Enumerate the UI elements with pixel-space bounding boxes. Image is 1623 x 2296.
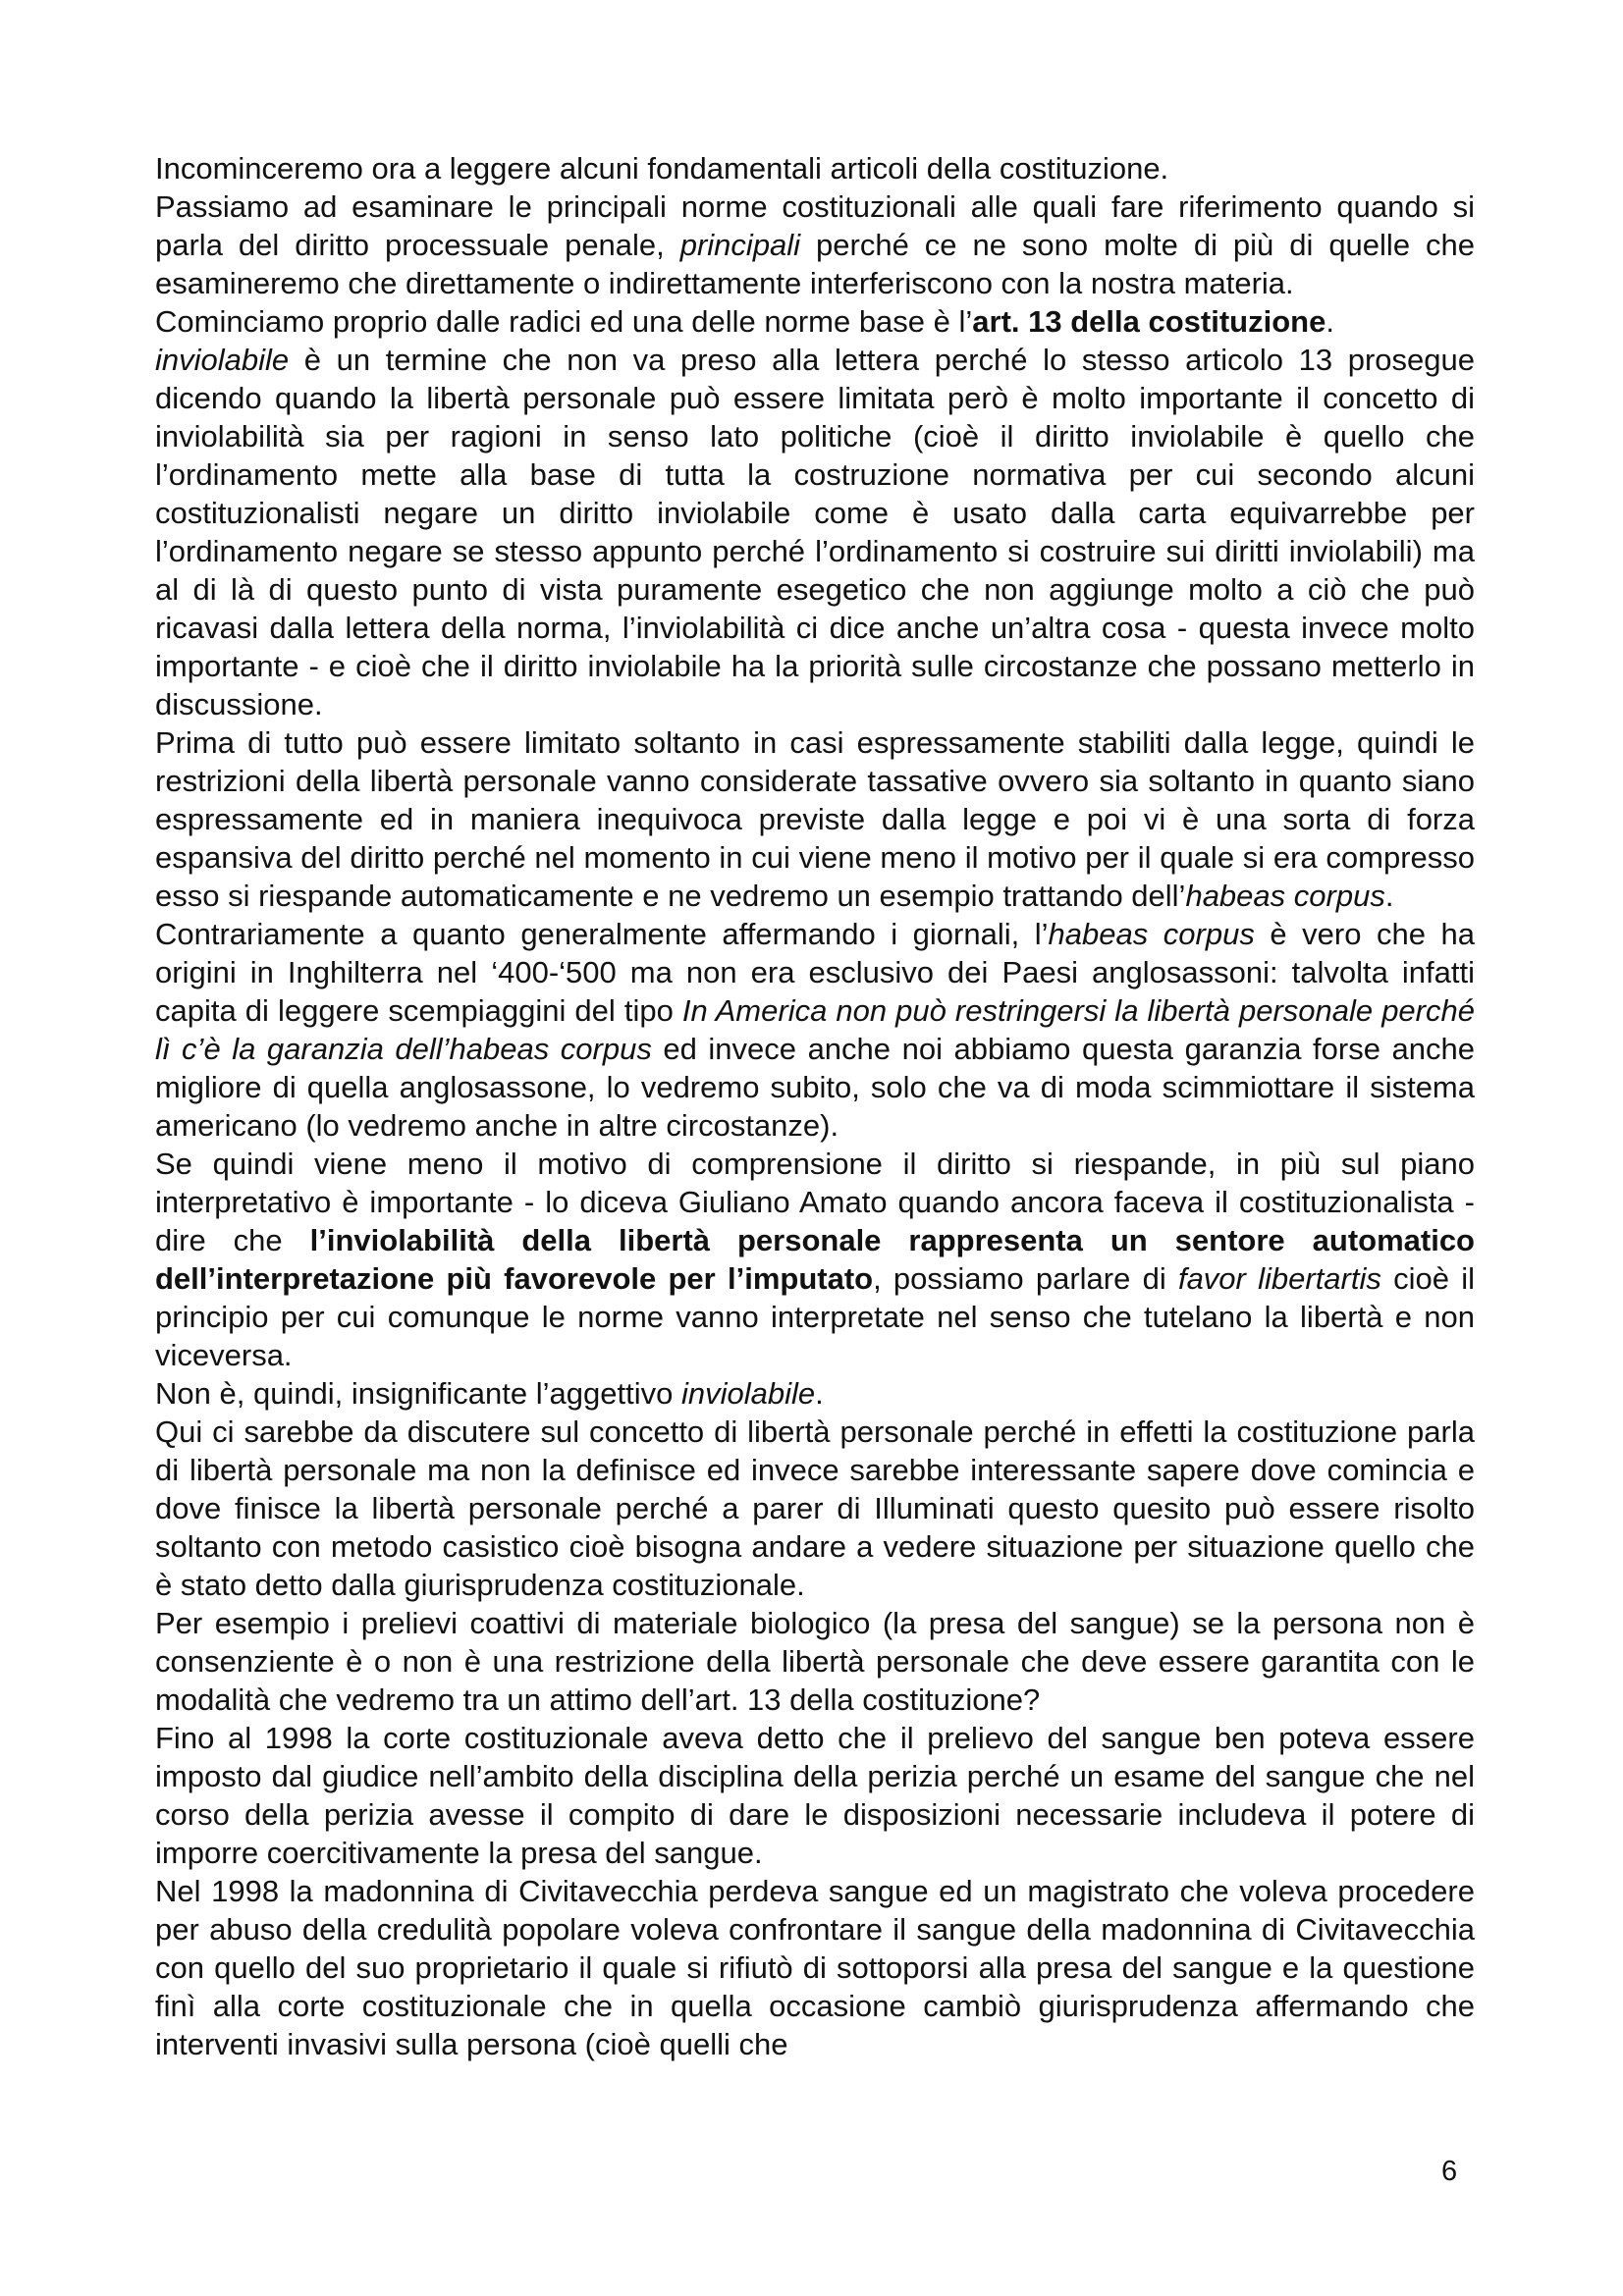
- text-run: Se quindi viene meno il motivo di comprensione il diritto si riespande, in più sul piano interpretativo è importante - lo diceva Giuliano Amato quando ancora faceva il costituzionalista - dire che: [155, 1147, 1475, 1257]
- paragraph: [155, 915, 1475, 1145]
- text-run: ed invece anche noi abbiamo questa garanzia forse anche migliore di quella anglosassone, lo vedremo subito, solo che va di moda scimmiottare il sistema americano (lo vedremo anche in altre circostanze).: [155, 1032, 1475, 1143]
- text-run: perché ce ne sono molte di più di quelle che esamineremo che direttamente o indirettamente interferiscono con la nostra materia.: [155, 228, 1475, 300]
- text-run: Qui ci sarebbe da discutere sul concetto di libertà personale perché in effetti la costituzione parla di libertà personale ma non la definisce ed invece sarebbe interessante sapere dove comincia e dove finisce la libertà personale perché a parer di Illuminati questo quesito può essere risolto soltanto con metodo casistico cioè bisogna andare a vedere situazione per situazione quello che è stato detto dalla giurisprudenza costituzionale.: [155, 1415, 1475, 1602]
- text-run: .: [1325, 304, 1334, 339]
- paragraph: [155, 1374, 1475, 1413]
- bold-text: l’inviolabilità della libertà personale rappresenta un sentore automatico dell’interpretazione più favorevole per l’imputato: [155, 1223, 1475, 1296]
- paragraph: [155, 1413, 1475, 1604]
- text-run: Passiamo ad esaminare le principali norme costituzionali alle quali fare riferimento quando si parla del diritto processuale penale,: [155, 189, 1475, 262]
- text-run: Contrariamente a quanto generalmente affermando i giornali, l’: [155, 917, 1049, 951]
- italic-text: favor libertartis: [1177, 1261, 1381, 1296]
- italic-text: inviolabile: [155, 343, 290, 377]
- paragraph: [155, 723, 1475, 915]
- text-run: è vero che ha origini in Inghilterra nel ‘400-‘500 ma non era esclusivo dei Paesi anglosassoni: talvolta infatti capita di leggere scempiaggini del tipo: [155, 917, 1475, 1028]
- paragraph: [155, 187, 1475, 302]
- text-run: Non è, quindi, insignificante l’aggettivo: [155, 1376, 681, 1411]
- text-run: Prima di tutto può essere limitato soltanto in casi espressamente stabiliti dalla legge, quindi le restrizioni della libertà personale vanno considerate tassative ovvero sia soltanto in quanto siano espressamente ed in maniera inequivoca previste dalla legge e poi vi è una sorta di forza espansiva del diritto perché nel momento in cui viene meno il motivo per il quale si era compresso esso si riespande automaticamente e ne vedremo un esempio trattando dell’: [155, 725, 1475, 913]
- paragraph: [155, 1719, 1475, 1872]
- text-run: .: [1384, 879, 1394, 913]
- text-run: .: [815, 1376, 824, 1411]
- italic-text: habeas corpus: [1048, 917, 1255, 951]
- paragraph: [155, 1604, 1475, 1719]
- text-run: è un termine che non va preso alla lettera perché lo stesso articolo 13 prosegue dicendo quando la libertà personale può essere limitata però è molto importante il concetto di inviolabilità sia per ragioni in senso lato politiche (cioè il diritto inviolabile è quello che l’ordinamento mette alla base di tutta la costruzione normativa per cui secondo alcuni costituzionalisti negare un diritto inviolabile come è usato dalla carta equivarrebbe per l’ordinamento negare se stesso appunto perché l’ordinamento si costruire sui diritti inviolabili) ma al di là di questo punto di vista puramente esegetico che non aggiunge molto a ciò che può ricavasi dalla lettera della norma, l’inviolabilità ci dice anche un’altra cosa - questa invece molto importante - e cioè che il diritto inviolabile ha la priorità sulle circostanze che possano metterlo in discussione.: [155, 343, 1475, 721]
- text-run: Nel 1998 la madonnina di Civitavecchia perdeva sangue ed un magistrato che voleva procedere per abuso della credulità popolare voleva confrontare il sangue della madonnina di Civitavecchia con quello del suo proprietario il quale si rifiutò di sottoporsi alla presa del sangue e la questione finì alla corte costituzionale che in quella occasione cambiò giurisprudenza affermando che interventi invasivi sulla persona (cioè quelli che: [155, 1874, 1475, 2061]
- document-body: [155, 149, 1475, 2063]
- text-run: Fino al 1998 la corte costituzionale aveva detto che il prelievo del sangue ben poteva essere imposto dal giudice nell’ambito della disciplina della perizia perché un esame del sangue che nel corso della perizia avesse il compito di dare le disposizioni necessarie includeva il potere di imporre coercitivamente la presa del sangue.: [155, 1721, 1475, 1870]
- paragraph: [155, 341, 1475, 723]
- paragraph: [155, 149, 1475, 187]
- text-run: cioè il principio per cui comunque le norme vanno interpretate nel senso che tutelano la libertà e non viceversa.: [155, 1261, 1475, 1372]
- paragraph: [155, 1145, 1475, 1374]
- text-run: , possiamo parlare di: [873, 1261, 1178, 1296]
- text-run: Incominceremo ora a leggere alcuni fondamentali articoli della costituzione.: [155, 151, 1169, 186]
- paragraph: [155, 1872, 1475, 2063]
- page-number: 6: [1441, 2156, 1458, 2187]
- italic-text: inviolabile: [680, 1376, 816, 1411]
- bold-text: art. 13 della costituzione: [972, 304, 1326, 339]
- italic-text: In America non può restringersi la libertà personale perché lì c’è la garanzia dell’habeas corpus: [155, 993, 1475, 1066]
- text-run: Cominciamo proprio dalle radici ed una delle norme base è l’: [155, 304, 973, 339]
- italic-text: principali: [679, 228, 801, 262]
- text-run: Per esempio i prelievi coattivi di materiale biologico (la presa del sangue) se la persona non è consenziente è o non è una restrizione della libertà personale che deve essere garantita con le modalità che vedremo tra un attimo dell’art. 13 della costituzione?: [155, 1606, 1475, 1717]
- paragraph: [155, 302, 1475, 341]
- italic-text: habeas corpus: [1185, 879, 1385, 913]
